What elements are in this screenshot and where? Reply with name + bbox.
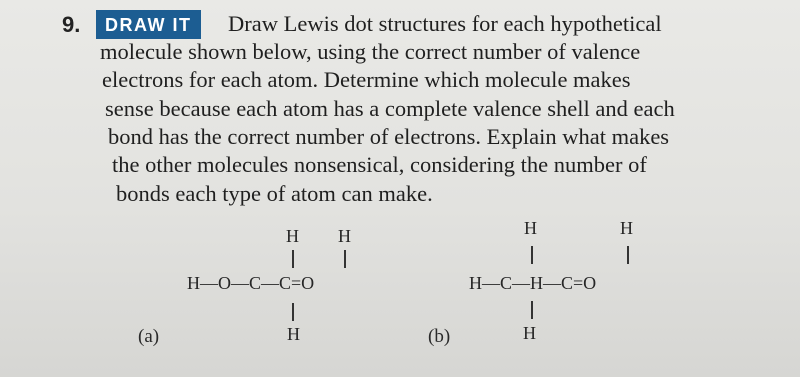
molecule-a-bond-top-1	[292, 250, 294, 268]
question-number: 9.	[62, 12, 81, 37]
molecule-a-top-h-2: H	[338, 226, 351, 246]
molecule-b-bottom-h: H	[523, 323, 536, 343]
question-text-line-6: the other molecules nonsensical, considering the number of	[112, 152, 647, 177]
molecule-b-bond-top-2	[627, 246, 629, 264]
molecule-b-main-chain: H—C—H—C=O	[469, 273, 597, 293]
molecule-b-top-h-1: H	[524, 218, 537, 238]
molecule-b-bond-top-1	[531, 246, 533, 264]
molecule-a-bottom-h: H	[287, 324, 300, 344]
question-text-line-1: Draw Lewis dot structures for each hypothetical	[228, 11, 662, 36]
question-text-line-7: bonds each type of atom can make.	[116, 181, 433, 206]
molecule-a-bond-bottom	[292, 303, 294, 321]
molecule-b-top-h-2: H	[620, 218, 633, 238]
molecule-a-bond-top-2	[344, 250, 346, 268]
question-text-line-2: molecule shown below, using the correct number of valence	[100, 39, 641, 64]
molecule-b-bond-bottom	[531, 301, 533, 319]
draw-it-badge: DRAW IT	[96, 10, 201, 39]
molecule-a-label: (a)	[138, 326, 160, 347]
question-text-line-4: sense because each atom has a complete valence shell and each	[105, 96, 675, 121]
molecule-b-label: (b)	[428, 326, 451, 347]
molecule-a-top-h-1: H	[286, 226, 299, 246]
question-text-line-5: bond has the correct number of electrons. Explain what makes	[108, 124, 670, 149]
question-text-line-3: electrons for each atom. Determine which molecule makes	[102, 67, 631, 92]
molecule-a-main-chain: H—O—C—C=O	[187, 273, 315, 293]
